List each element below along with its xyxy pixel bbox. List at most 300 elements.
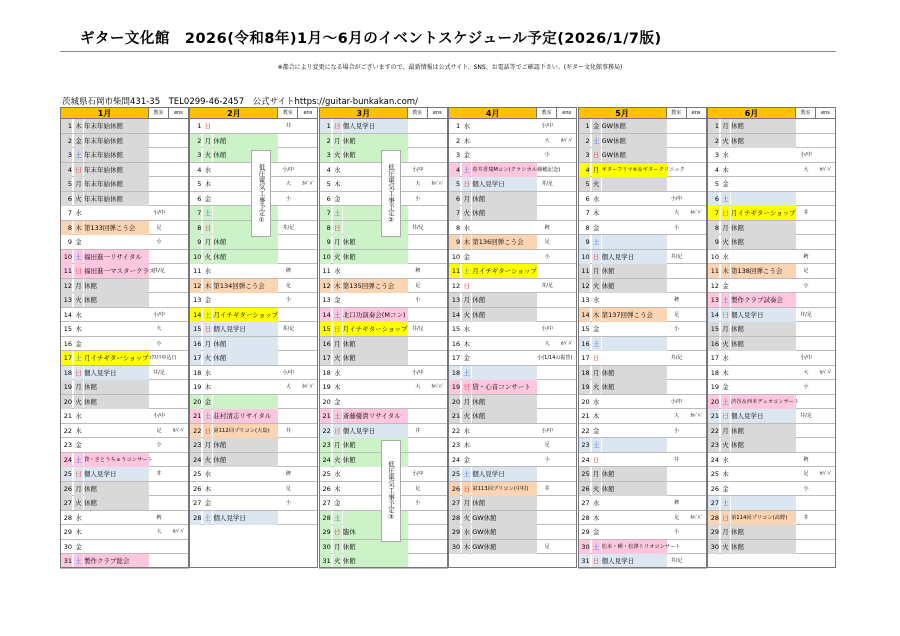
ensemble-note	[816, 148, 836, 162]
class-note: 小	[415, 500, 421, 506]
event-label: 第138回弾こう会	[731, 264, 796, 278]
column-label-kyoshitsu: 教室	[667, 107, 687, 119]
event-label: 個人見学日	[84, 467, 149, 481]
ensemble-note	[687, 192, 707, 206]
ensemble-note	[687, 525, 707, 539]
day-number: 30	[578, 540, 590, 554]
ensemble-note	[557, 453, 577, 467]
event-label	[472, 453, 537, 467]
event-label	[213, 380, 278, 394]
class-note: 小/中	[541, 326, 554, 332]
ensemble-note	[816, 395, 836, 409]
day-row	[189, 119, 318, 134]
ensemble-note	[816, 308, 836, 322]
ensemble-note	[169, 496, 189, 510]
ensemble-note: ｶﾊﾞﾊﾞ	[819, 471, 833, 477]
event-label	[472, 119, 537, 133]
day-row	[707, 351, 836, 366]
class-note	[537, 192, 557, 206]
day-row	[319, 337, 448, 352]
ensemble-note	[557, 351, 577, 365]
day-row	[60, 308, 189, 323]
ensemble-note	[557, 540, 577, 554]
event-label: 年末年始休館	[84, 134, 149, 148]
day-row	[578, 554, 707, 569]
day-number: 5	[197, 180, 202, 188]
day-row	[448, 424, 577, 439]
day-number: 22	[189, 424, 201, 438]
ensemble-note	[298, 192, 318, 206]
weekday: 水	[722, 252, 729, 261]
ensemble-note	[557, 366, 577, 380]
day-number: 11	[707, 264, 719, 278]
ensemble-note	[428, 467, 448, 481]
weekday: 木	[722, 368, 729, 377]
ensemble-note	[557, 525, 577, 539]
class-note	[667, 366, 687, 380]
day-number: 15	[63, 325, 72, 333]
ensemble-note	[298, 511, 318, 525]
event-label: 休館	[343, 134, 408, 148]
ensemble-note	[169, 351, 189, 365]
day-number: 27	[448, 496, 460, 510]
class-note	[149, 380, 169, 394]
event-label	[84, 337, 149, 351]
day-row	[448, 192, 577, 207]
event-label: 休館	[84, 395, 149, 409]
class-note: 小	[156, 442, 162, 448]
day-number: 26	[322, 484, 331, 493]
event-label: 休館	[213, 337, 278, 351]
day-row	[707, 192, 836, 207]
ensemble-note: ｶﾊﾞﾊﾞ	[560, 137, 574, 144]
day-row	[60, 264, 189, 279]
day-number: 28	[581, 513, 590, 522]
ensemble-note	[298, 163, 318, 177]
day-row	[319, 351, 448, 366]
ensemble-note	[298, 395, 318, 409]
weekday: 金	[204, 194, 212, 203]
ensemble-note	[557, 192, 577, 206]
day-row	[189, 235, 318, 250]
event-label: 休館	[84, 496, 149, 510]
day-row	[60, 525, 189, 540]
day-number: 21	[319, 409, 331, 423]
day-row	[707, 482, 836, 497]
weekday: 水	[722, 354, 729, 362]
day-row	[189, 366, 318, 381]
weekday: 月	[74, 279, 83, 293]
class-note	[149, 163, 169, 177]
day-row	[60, 496, 189, 511]
ensemble-note	[298, 250, 318, 264]
event-label: 休館	[731, 221, 796, 235]
day-number: 25	[60, 467, 72, 481]
weekday: 土	[721, 395, 730, 409]
column-label-kyoshitsu: 教室	[278, 107, 298, 119]
weekday: 火	[721, 438, 730, 452]
weekday: 月	[592, 163, 601, 177]
weekday: 日	[463, 281, 470, 290]
class-note	[667, 380, 687, 394]
event-label: 月イチギターショップ	[84, 351, 149, 365]
class-note	[796, 438, 816, 452]
class-note: 足	[803, 471, 809, 477]
class-note	[408, 134, 428, 148]
ensemble-note	[428, 279, 448, 293]
day-row	[60, 250, 189, 265]
ensemble-note	[557, 148, 577, 162]
class-note: 大	[674, 210, 680, 216]
ensemble-note	[816, 264, 836, 278]
class-note: 井/足	[670, 253, 683, 260]
ensemble-note	[687, 453, 707, 467]
day-row	[707, 206, 836, 221]
day-number: 23	[578, 438, 590, 452]
ensemble-note	[169, 540, 189, 554]
event-label: 第112回プリコン(大島)	[213, 424, 278, 438]
ensemble-note	[687, 337, 707, 351]
class-note	[408, 351, 428, 365]
weekday: 火	[203, 250, 212, 264]
notice-text: ※都合により変更になる場合がございますので、最新情報は公式サイト、SNS、お電話等でご確認下さい。(ギター文化館事務局)	[277, 64, 623, 71]
weekday: 金	[722, 180, 729, 188]
day-number: 8	[60, 221, 72, 235]
event-label: 休館	[84, 293, 149, 307]
month-name: 2月	[189, 107, 278, 119]
class-note	[278, 351, 298, 365]
ensemble-note	[816, 206, 836, 220]
column-label-ensemble: ens	[557, 107, 577, 119]
ensemble-note	[428, 453, 448, 467]
ensemble-note	[816, 235, 836, 249]
weekday: 木	[204, 383, 212, 391]
ensemble-note	[298, 351, 318, 365]
class-note	[667, 163, 687, 177]
event-label	[731, 148, 796, 162]
day-row	[707, 250, 836, 265]
class-note	[537, 525, 557, 539]
class-note: 小	[674, 427, 680, 434]
day-number: 2	[707, 134, 719, 148]
ensemble-note	[298, 467, 318, 481]
weekday: 水	[334, 368, 341, 377]
day-number: 17	[710, 354, 719, 362]
class-note: 井	[285, 123, 291, 129]
day-row	[448, 453, 577, 468]
day-row	[60, 366, 189, 381]
class-note	[408, 409, 428, 423]
day-number: 2	[578, 134, 590, 148]
day-number: 22	[63, 426, 72, 435]
day-number: 5	[326, 180, 331, 188]
event-label: 個人見学日	[731, 308, 796, 322]
ensemble-note	[298, 264, 318, 278]
class-note: 小	[285, 500, 291, 506]
month-name: 3月	[319, 107, 408, 119]
day-number: 27	[60, 496, 72, 510]
day-number: 15	[189, 322, 201, 336]
day-number: 13	[193, 296, 202, 304]
day-number: 8	[319, 221, 331, 235]
event-label	[84, 540, 149, 554]
event-label: 休館	[602, 264, 667, 278]
event-label	[602, 424, 667, 438]
class-note	[667, 235, 687, 249]
ensemble-note	[298, 148, 318, 162]
weekday: 金	[204, 499, 212, 507]
class-note: 井/足	[670, 558, 683, 564]
weekday: 土	[462, 366, 471, 380]
event-label: GW休館	[602, 119, 667, 133]
ensemble-note	[298, 206, 318, 220]
event-label: 休館	[472, 192, 537, 206]
event-label	[602, 525, 667, 539]
day-number: 10	[60, 250, 72, 264]
weekday: 土	[592, 134, 601, 148]
event-label	[213, 293, 278, 307]
ensemble-note	[169, 380, 189, 394]
day-number: 12	[60, 279, 72, 293]
weekday: 日	[203, 221, 212, 235]
class-note	[149, 177, 169, 191]
weekday: 水	[204, 267, 212, 275]
class-note	[408, 250, 428, 264]
day-number: 6	[448, 192, 460, 206]
event-label: 休館	[343, 235, 408, 249]
day-row	[578, 206, 707, 221]
day-row	[707, 134, 836, 149]
class-note: 小/中	[411, 471, 424, 477]
class-note: 小/中	[800, 355, 812, 361]
day-row	[60, 395, 189, 410]
day-number: 3	[189, 148, 201, 162]
day-number: 25	[193, 470, 202, 478]
day-number: 22	[451, 426, 461, 435]
ensemble-note	[687, 496, 707, 510]
weekday: 日	[203, 322, 212, 336]
class-note	[537, 366, 557, 380]
day-number: 3	[60, 148, 72, 162]
day-number: 20	[322, 397, 331, 406]
day-row	[707, 424, 836, 439]
ensemble-note	[298, 482, 318, 496]
day-number: 12	[451, 281, 461, 290]
ensemble-note	[816, 279, 836, 293]
month-header	[60, 107, 189, 119]
weekday: 火	[333, 554, 342, 568]
event-label	[343, 395, 408, 409]
event-label: 休館	[343, 438, 408, 452]
day-number: 20	[707, 395, 719, 409]
day-row	[707, 308, 836, 323]
class-note: 足	[415, 282, 421, 289]
day-row	[448, 540, 577, 555]
day-number: 7	[189, 206, 201, 220]
weekday: 金	[75, 441, 82, 449]
day-number: 11	[448, 264, 460, 278]
event-label: 休館	[343, 250, 408, 264]
ensemble-note	[816, 482, 836, 496]
event-label: 個人見学日	[731, 409, 796, 423]
class-note	[537, 496, 557, 510]
ensemble-note	[428, 496, 448, 510]
event-label	[602, 221, 667, 235]
event-label: 休館	[343, 540, 408, 554]
month-header	[707, 107, 836, 119]
class-note	[408, 511, 428, 525]
day-row	[707, 279, 836, 294]
weekday: 日	[592, 354, 600, 362]
ensemble-note	[816, 250, 836, 264]
ensemble-note	[687, 424, 707, 438]
event-label: 休館	[731, 337, 796, 351]
construction-notice: 低圧電気工事予定③	[381, 440, 401, 542]
class-note	[667, 482, 687, 496]
weekday: 木	[75, 325, 82, 333]
ensemble-note	[169, 322, 189, 336]
event-label	[472, 322, 537, 336]
class-note: 小/中	[541, 427, 554, 434]
ensemble-note	[687, 322, 707, 336]
day-number: 18	[448, 366, 460, 380]
event-label: 個人見学日	[213, 511, 278, 525]
class-note	[537, 264, 557, 278]
event-label	[731, 351, 796, 365]
day-number: 4	[448, 163, 460, 177]
day-row	[319, 134, 448, 149]
class-note: 小	[415, 297, 421, 303]
class-note: 大	[544, 137, 550, 144]
event-label: 年末年始休館	[84, 148, 149, 162]
ensemble-note	[687, 177, 707, 191]
day-row	[707, 293, 836, 308]
ensemble-note	[298, 221, 318, 235]
ensemble-note	[428, 163, 448, 177]
ensemble-note: ｶﾊﾞﾊﾞ	[560, 340, 574, 347]
day-number: 4	[578, 163, 590, 177]
event-label: 第114回プリコン(高野)	[731, 511, 796, 525]
class-note: 大	[156, 326, 162, 332]
weekday: 月	[592, 366, 601, 380]
ensemble-note	[557, 221, 577, 235]
day-row	[319, 540, 448, 555]
day-row	[707, 496, 836, 511]
class-note	[796, 424, 816, 438]
day-number: 24	[319, 453, 331, 467]
event-label: GW休館	[602, 134, 667, 148]
event-label	[472, 438, 537, 452]
ensemble-note	[557, 409, 577, 423]
class-note: 足	[415, 485, 421, 492]
day-row	[319, 380, 448, 395]
weekday: 水	[722, 455, 729, 464]
column-label-ensemble: ens	[816, 107, 836, 119]
day-row	[60, 221, 189, 236]
column-label-ensemble: ens	[428, 107, 448, 119]
day-number: 13	[581, 296, 590, 304]
ensemble-note	[169, 293, 189, 307]
event-label	[213, 366, 278, 380]
weekday: 木	[592, 412, 600, 420]
class-note: 小(1/14の振替)	[537, 355, 573, 361]
day-row	[448, 235, 577, 250]
event-label: 休館	[343, 453, 408, 467]
event-label: 休館	[472, 395, 537, 409]
ensemble-note	[816, 322, 836, 336]
day-row	[707, 395, 836, 410]
ensemble-note	[169, 511, 189, 525]
class-note	[796, 221, 816, 235]
weekday: 金	[722, 383, 729, 391]
day-number: 23	[189, 438, 201, 452]
weekday: 土	[462, 264, 471, 278]
day-number: 3	[456, 151, 461, 159]
weekday: 日	[462, 482, 471, 496]
weekday: 火	[462, 511, 471, 525]
day-row	[448, 206, 577, 221]
weekday: 火	[462, 308, 471, 322]
class-note	[796, 235, 816, 249]
weekday: 日	[333, 221, 342, 235]
day-number: 31	[578, 554, 590, 568]
class-note: 井/足	[800, 413, 812, 419]
day-number: 16	[707, 337, 719, 351]
event-label: 年末年始休館	[84, 163, 149, 177]
class-note	[149, 250, 169, 264]
day-row	[707, 525, 836, 540]
ensemble-note	[428, 221, 448, 235]
weekday: 水	[592, 194, 600, 203]
class-note: 井	[285, 427, 291, 434]
event-label: 製作クラブ試奏会	[731, 293, 796, 307]
weekday: 金	[592, 119, 601, 133]
day-row	[60, 409, 189, 424]
class-note	[796, 525, 816, 539]
class-note: 小/中	[282, 166, 295, 173]
class-note: 小	[544, 152, 550, 158]
day-number: 30	[707, 540, 719, 554]
day-number: 28	[63, 513, 72, 522]
day-number: 24	[581, 455, 590, 464]
day-row	[707, 438, 836, 453]
class-note: 大	[285, 181, 291, 187]
class-note: 井	[674, 456, 680, 463]
class-note	[667, 264, 687, 278]
ensemble-note	[428, 511, 448, 525]
event-label	[731, 467, 796, 481]
day-number: 25	[578, 467, 590, 481]
ensemble-note	[298, 279, 318, 293]
day-row	[578, 192, 707, 207]
weekday: 木	[722, 165, 729, 174]
day-row	[578, 134, 707, 149]
construction-notice: 低圧電気工事予定①	[251, 150, 271, 237]
day-row	[189, 264, 318, 279]
day-number: 21	[189, 409, 201, 423]
event-label: 休館	[213, 134, 278, 148]
day-number: 17	[451, 354, 461, 362]
class-note: 足	[674, 311, 680, 318]
day-row	[60, 279, 189, 294]
day-row	[60, 482, 189, 497]
weekday: 土	[74, 148, 83, 162]
class-note: 井/足	[282, 326, 295, 332]
day-row	[60, 206, 189, 221]
weekday: 木	[75, 426, 82, 435]
day-number: 9	[189, 235, 201, 249]
weekday: 金	[463, 354, 470, 362]
